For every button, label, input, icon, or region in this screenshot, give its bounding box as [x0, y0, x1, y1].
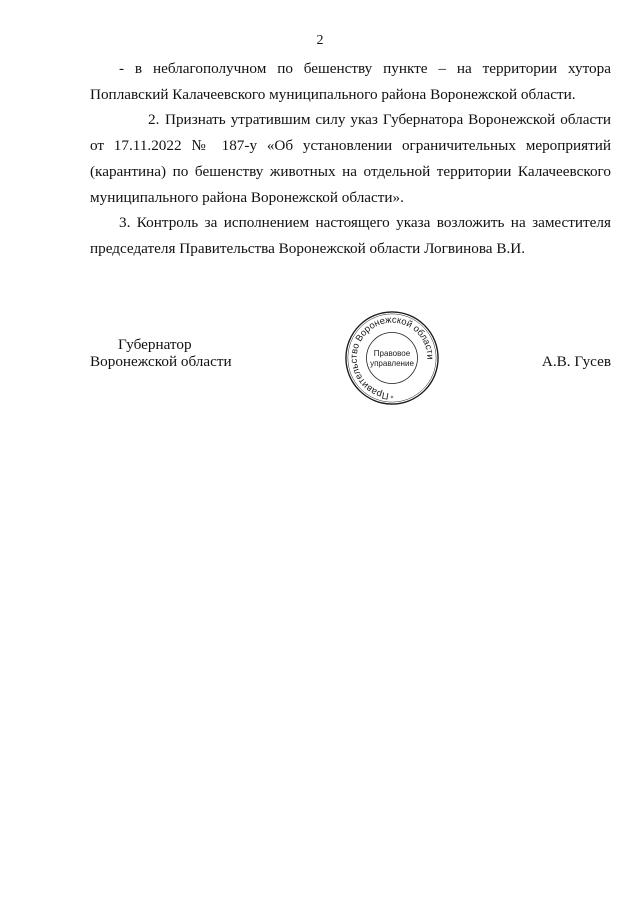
stamp-center-line-2: управление: [370, 358, 414, 368]
stamp-center-line-1: Правовое: [373, 349, 411, 359]
signatory-title-line-2: Воронежской области: [90, 353, 232, 370]
stamp-ring-text: Правительство Воронежской области: [347, 313, 437, 403]
stamp-star-icon: *: [390, 396, 394, 403]
official-stamp: [343, 309, 441, 407]
signatory-name: А.В. Гусев: [541, 353, 611, 370]
paragraph-2: [90, 107, 611, 210]
page-number: 2: [316, 33, 324, 48]
signatory-title-line-1: Губернатор: [118, 336, 192, 353]
paragraph-1: - в неблагополучном по бешенству пункте – на территории хутора Поплавский Калачеевского муниципального района Воронежской области.: [90, 60, 611, 103]
paragraph-3: 3. Контроль за исполнением настоящего указа возложить на заместителя председателя Правительства Воронежской области Логвинова В.И.: [90, 214, 611, 257]
document-body: [90, 56, 611, 262]
paragraph-2-number: 2.: [148, 111, 160, 129]
signatory-title: [90, 336, 232, 370]
paragraph-2-text: Признать утратившим силу указ Губернатора Воронежской области от 17.11.2022 № 187-у «Об установлении ограничительных мероприятий (карантина) по бешенству животных на отдельной территории Калачеевского муниципального района Воронежской области».: [90, 111, 611, 206]
